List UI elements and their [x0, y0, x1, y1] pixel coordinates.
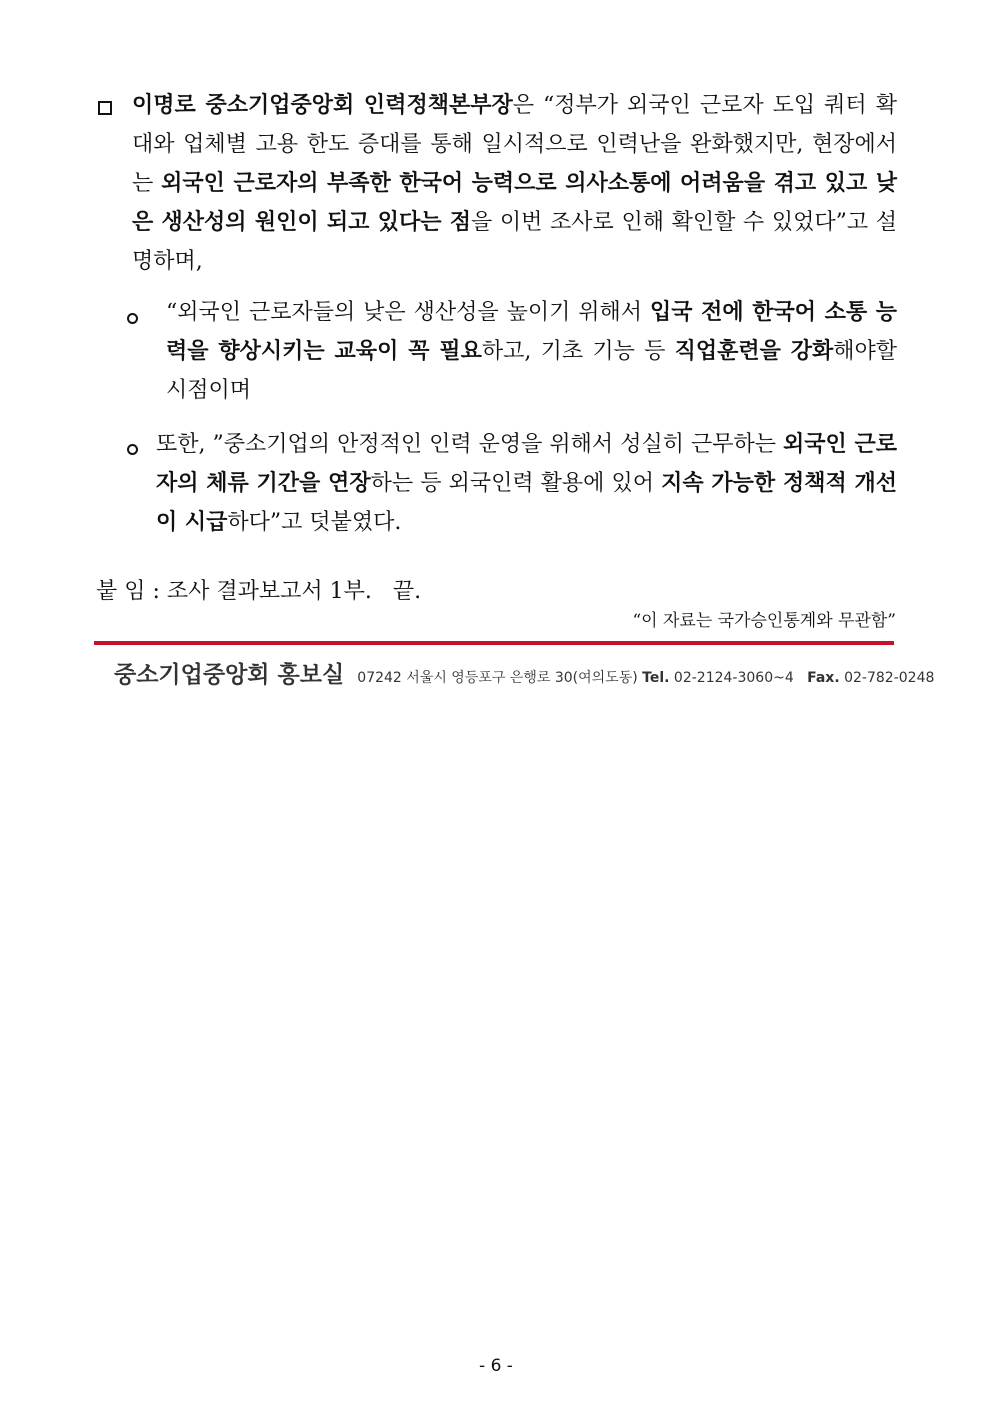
address-text: 07242 서울시 영등포구 은행로 30(여의도동) — [357, 670, 638, 686]
tel-number: 02-2124-3060~4 — [673, 670, 794, 686]
statistics-disclaimer: “이 자료는 국가승인통계와 무관함” — [632, 611, 896, 631]
footer-org-name: 중소기업중앙회 홍보실 — [114, 662, 345, 688]
emphasis-run: 외국인 근로자의 체류 기간을 연장 — [156, 432, 897, 496]
text-run: 또한, ”중소기업의 안정적인 인력 운영을 위해서 성실히 근무하는 — [156, 432, 784, 457]
emphasis-run: 외국인 근로자의 부족한 한국어 능력으로 의사소통에 어려움을 겪고 있고 낮은 생산성의 원인이 되고 있다는 점 — [132, 171, 898, 235]
fax-number: 02-782-0248 — [844, 670, 935, 686]
footer-contact — [114, 656, 934, 689]
speaker-name: 이명로 중소기업중앙회 인력정책본부장 — [132, 93, 513, 118]
text-run: 하고, 기초 기능 등 — [481, 339, 675, 364]
paragraph-main-quote — [132, 86, 897, 281]
attachment-note: 붙 임 : 조사 결과보고서 1부. 끝. — [96, 579, 422, 604]
text-run: 을 이번 조사로 인해 확인할 수 있었다”고 설명하며, — [132, 210, 897, 274]
fax-label: Fax. — [807, 670, 840, 686]
text-run: 하다”고 덧붙였다. — [227, 510, 402, 535]
footer-address — [357, 670, 934, 686]
paragraph-sub-point-2 — [156, 425, 897, 542]
square-bullet-icon — [98, 100, 112, 119]
emphasis-run: 지속 가능한 정책적 개선이 시급 — [156, 471, 897, 535]
text-run: 하는 등 외국인력 활용에 있어 — [370, 471, 662, 496]
emphasis-run: 직업훈련을 강화 — [674, 339, 834, 364]
emphasis-run: 입국 전에 한국어 소통 능력을 향상시키는 교육이 꼭 필요 — [166, 300, 897, 364]
text-run: 은 “정부가 외국인 근로자 도입 쿼터 확대와 업체별 고용 한도 증대를 통해 일시적으로 인력난을 완화했지만, 현장에서는 — [132, 93, 897, 196]
text-run: 해야할 시점이며 — [166, 339, 897, 403]
tel-label: Tel. — [642, 670, 670, 686]
circle-bullet-icon — [127, 309, 138, 328]
page-number: - 6 - — [479, 1356, 513, 1376]
text-run: “외국인 근로자들의 낮은 생산성을 높이기 위해서 — [166, 300, 650, 325]
circle-bullet-icon — [127, 440, 138, 459]
paragraph-sub-point-1 — [166, 293, 897, 410]
footer-divider — [94, 641, 894, 645]
